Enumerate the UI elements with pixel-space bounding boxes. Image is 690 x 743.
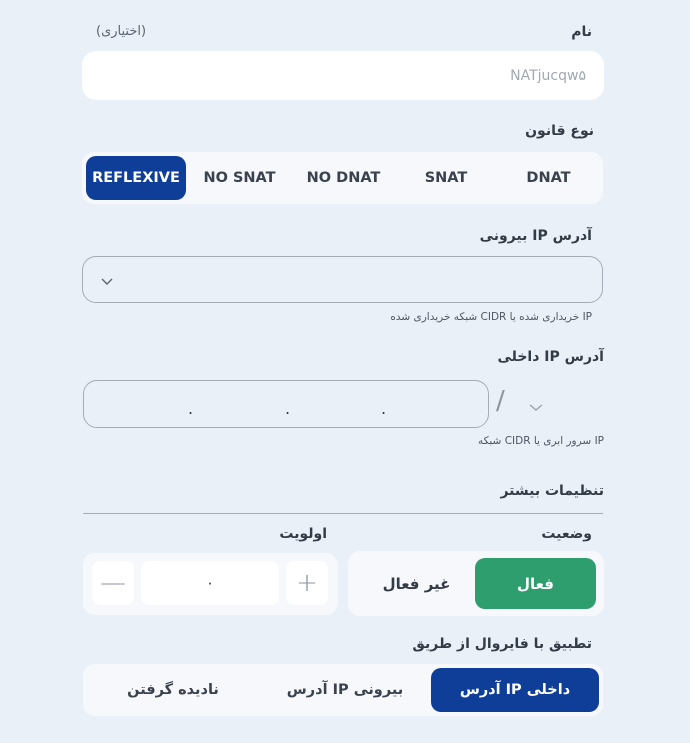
firewall-option-ignore[interactable]: نادیده گرفتن	[127, 682, 219, 698]
ip-octet-separator: .	[188, 399, 194, 418]
rule-type-selector	[82, 152, 603, 204]
external-ip-select[interactable]	[82, 256, 603, 303]
rule-type-dnat[interactable]: DNAT	[526, 170, 571, 186]
name-input[interactable]	[82, 51, 604, 100]
priority-label: اولویت	[279, 526, 327, 542]
optional-tag: (اختیاری)	[96, 24, 147, 39]
firewall-option-internal-ip[interactable]: آدرس IP داخلی	[431, 668, 599, 712]
ip-octet-separator: .	[381, 399, 387, 418]
status-label: وضعیت	[541, 526, 592, 542]
firewall-option-external-ip[interactable]: آدرس IP بیرونی	[286, 682, 404, 698]
minus-button[interactable]: —	[92, 561, 134, 605]
cidr-dropdown-chevron-icon[interactable]	[528, 398, 544, 417]
priority-stepper	[83, 553, 338, 615]
name-label: نام	[571, 24, 592, 40]
plus-button[interactable]: +	[286, 561, 328, 605]
status-toggle	[348, 551, 604, 616]
status-inactive-button[interactable]: غیر فعال	[382, 574, 451, 593]
external-ip-hint: IP خریداری شده یا CIDR شبکه خریداری شده	[390, 311, 592, 323]
chevron-down-icon	[100, 272, 114, 291]
divider	[83, 513, 603, 514]
internal-ip-input[interactable]	[83, 380, 489, 428]
rule-type-no-dnat[interactable]: NO DNAT	[306, 170, 381, 186]
priority-value[interactable]: ۰	[141, 561, 279, 605]
rule-type-label: نوع قانون	[525, 123, 594, 139]
more-settings-title: تنظیمات بیشتر	[500, 483, 604, 499]
rule-type-no-snat[interactable]: NO SNAT	[203, 170, 276, 186]
status-active-button[interactable]: فعال	[475, 558, 596, 609]
rule-type-snat[interactable]: SNAT	[424, 170, 468, 186]
name-input-value: NATjucqw۵	[510, 67, 586, 84]
internal-ip-hint: IP سرور ابری یا CIDR شبکه	[477, 435, 604, 447]
cidr-separator: /	[496, 386, 505, 416]
internal-ip-label: آدرس IP داخلی	[497, 349, 604, 365]
firewall-label: تطبیق با فایروال از طریق	[412, 636, 592, 652]
ip-octet-separator: .	[285, 399, 291, 418]
external-ip-label: آدرس IP بیرونی	[479, 228, 592, 244]
firewall-selector	[83, 664, 603, 716]
rule-type-reflexive[interactable]: REFLEXIVE	[86, 156, 186, 200]
